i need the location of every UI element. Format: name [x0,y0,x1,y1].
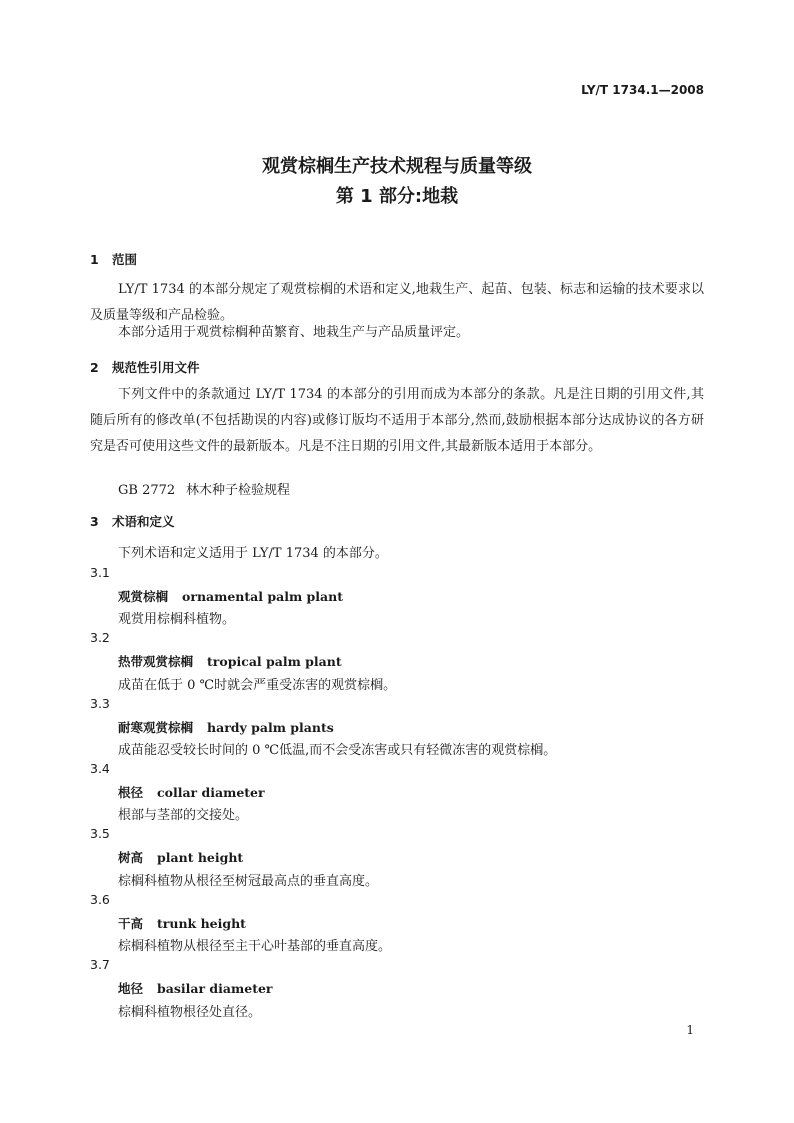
scope-paragraph-1: LY/T 1734 的本部分规定了观赏棕榈的术语和定义,地栽生产、起苗、包装、标志和运输的技术要求以及质量等级和产品检验。 [90,282,704,323]
term-chinese: 耐寒观赏棕榈 [118,720,194,735]
term-definition: 棕榈科植物从根径至主干心叶基部的垂直高度。 [118,939,392,954]
term-definition: 观赏用棕榈科植物。 [118,612,236,627]
term-entry [118,718,334,736]
clause-number: 3.3 [90,696,110,711]
clause-number: 3.1 [90,565,110,580]
section-number: 3 [90,514,99,529]
term-definition: 成苗能忍受较长时间的 0 ℃低温,而不会受冻害或只有轻微冻害的观赏棕榈。 [118,743,557,758]
clause-number: 3.4 [90,761,110,776]
reference-title: 林木种子检验规程 [186,483,291,498]
terms-intro: 下列术语和定义适用于 LY/T 1734 的本部分。 [118,546,388,561]
section-heading-scope [90,250,137,268]
term-entry [118,848,243,866]
document-subtitle: 第 1 部分:地栽 [335,186,459,207]
scope-paragraph-2: 本部分适用于观赏棕榈种苗繁育、地栽生产与产品质量评定。 [118,325,470,340]
section-title: 规范性引用文件 [112,360,200,375]
term-definition: 根部与茎部的交接处。 [118,808,249,823]
term-chinese: 树高 [118,850,144,865]
reference-item [118,479,290,498]
term-entry [118,652,342,670]
standard-number: LY/T 1734.1—2008 [581,83,704,97]
term-english: ornamental palm plant [182,589,343,604]
document-title: 观赏棕榈生产技术规程与质量等级 [262,156,532,177]
term-chinese: 根径 [118,785,144,800]
clause-number: 3.2 [90,630,110,645]
section-title: 术语和定义 [112,514,175,529]
section-heading-terms [90,512,175,530]
term-chinese: 地径 [118,981,144,996]
section-heading-normative-references [90,358,200,376]
clause-number: 3.5 [90,826,110,841]
term-english: tropical palm plant [207,654,342,669]
term-english: plant height [157,850,244,865]
term-english: hardy palm plants [207,720,334,735]
clause-number: 3.7 [90,957,110,972]
term-english: collar diameter [157,785,265,800]
term-definition: 棕榈科植物从根径至树冠最高点的垂直高度。 [118,874,379,889]
term-entry [118,979,273,997]
term-english: trunk height [157,916,246,931]
term-english: basilar diameter [157,981,273,996]
references-paragraph: 下列文件中的条款通过 LY/T 1734 的本部分的引用而成为本部分的条款。凡是注日期的引用文件,其随后所有的修改单(不包括勘误的内容)或修订版均不适用于本部分,然而,鼓励根据本部分达成协议的各方研究是否可使用这些文件的最新版本。凡是不注日期的引用文件,其最新版本适用于本部分。 [90,387,704,454]
term-chinese: 干高 [118,916,144,931]
term-definition: 棕榈科植物根径处直径。 [118,1005,262,1020]
term-entry [118,783,265,801]
section-number: 2 [90,360,99,375]
term-chinese: 观赏棕榈 [118,589,169,604]
term-definition: 成苗在低于 0 ℃时就会严重受冻害的观赏棕榈。 [118,678,397,693]
clause-number: 3.6 [90,892,110,907]
section-title: 范围 [112,252,138,267]
section-number: 1 [90,252,99,267]
term-chinese: 热带观赏棕榈 [118,654,194,669]
term-entry [118,914,246,932]
term-entry [118,587,343,605]
reference-code: GB 2772 [118,483,176,498]
page-number: 1 [686,1023,694,1037]
